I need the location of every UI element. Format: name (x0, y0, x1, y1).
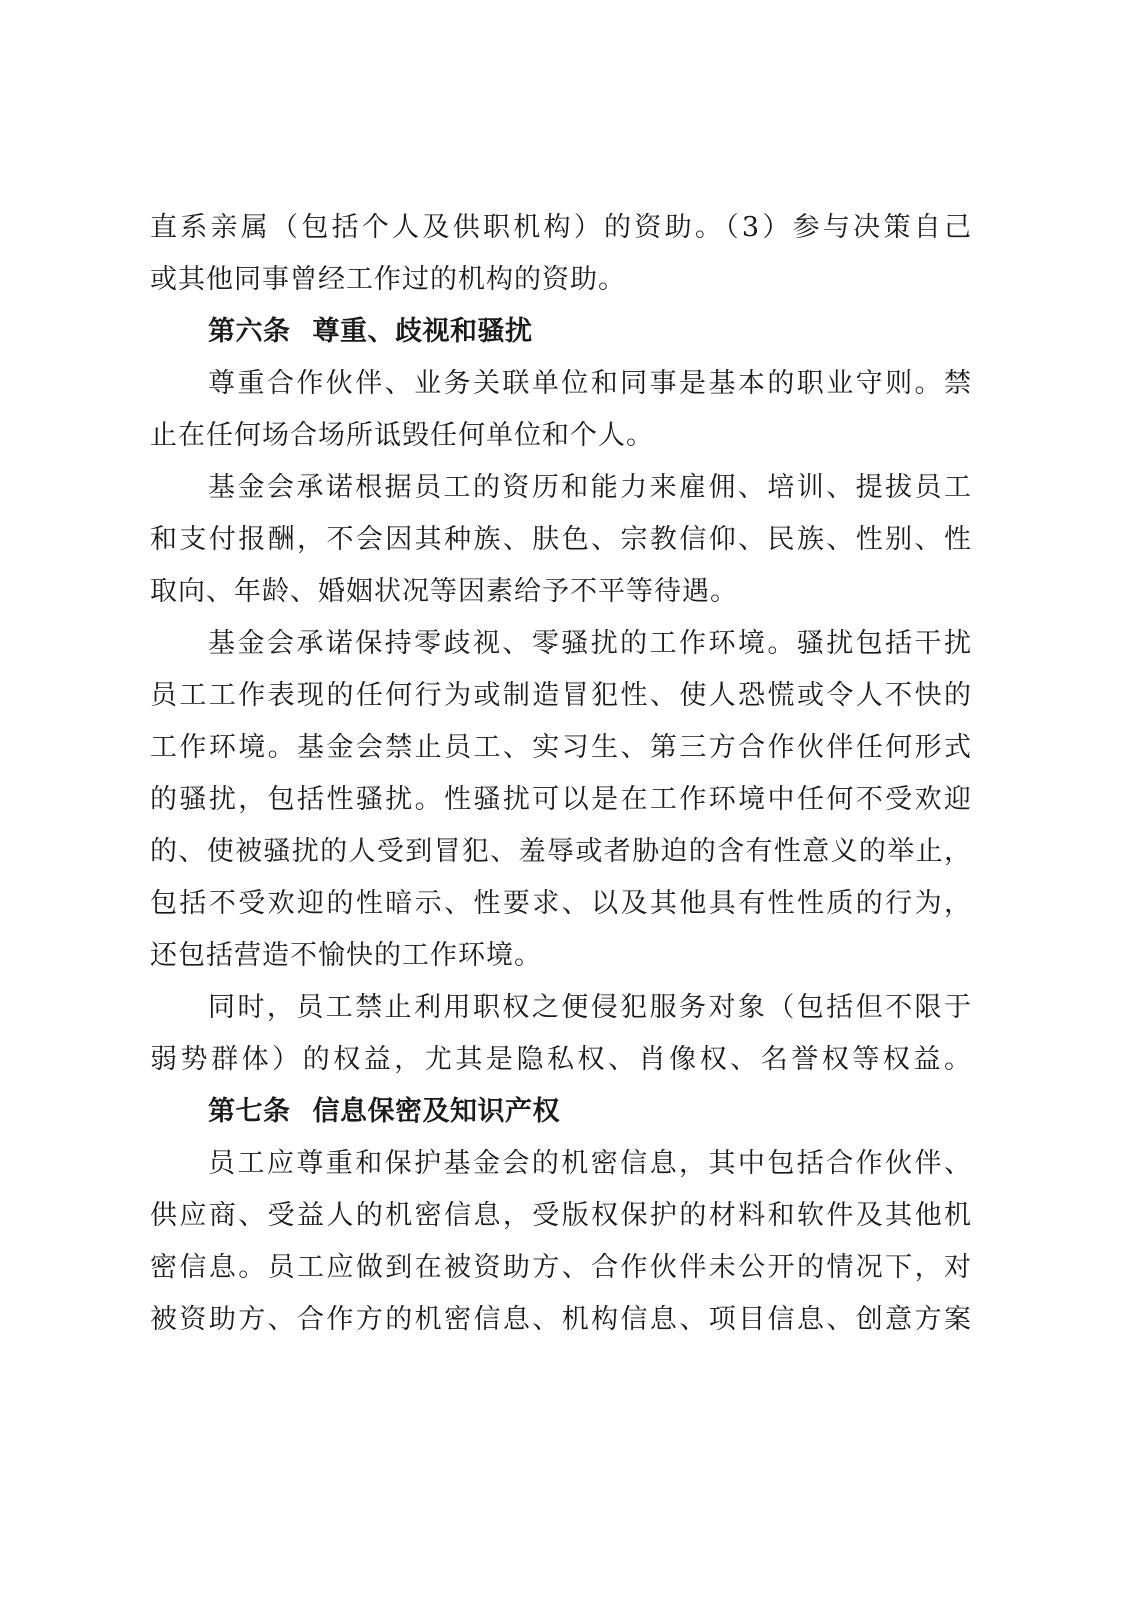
body-line: 直系亲属（包括个人及供职机构）的资助。（3）参与决策自己 (150, 212, 972, 243)
article-number: 第七条 (208, 1096, 291, 1127)
body-line: 或其他同事曾经工作过的机构的资助。 (150, 264, 626, 295)
article-heading (150, 1086, 972, 1138)
body-line: 基金会承诺保持零歧视、零骚扰的工作环境。骚扰包括干扰 (208, 628, 972, 659)
body-line: 和支付报酬，不会因其种族、肤色、宗教信仰、民族、性别、性 (150, 524, 972, 555)
document-page (150, 202, 972, 1346)
body-line: 同时，员工禁止利用职权之便侵犯服务对象（包括但不限于 (208, 992, 972, 1023)
body-line: 基金会承诺根据员工的资历和能力来雇佣、培训、提拔员工 (208, 472, 972, 503)
article-title: 尊重、歧视和骚扰 (312, 316, 533, 347)
body-line: 弱势群体）的权益，尤其是隐私权、肖像权、名誉权等权益。 (150, 1044, 972, 1075)
article-heading (150, 306, 972, 358)
body-line: 尊重合作伙伴、业务关联单位和同事是基本的职业守则。禁 (208, 368, 972, 399)
body-line: 工作环境。基金会禁止员工、实习生、第三方合作伙伴任何形式 (150, 732, 972, 763)
body-line: 的骚扰，包括性骚扰。性骚扰可以是在工作环境中任何不受欢迎 (150, 784, 972, 815)
body-line: 包括不受欢迎的性暗示、性要求、以及其他具有性性质的行为， (150, 888, 972, 919)
article-title: 信息保密及知识产权 (312, 1096, 560, 1127)
body-line: 员工工作表现的任何行为或制造冒犯性、使人恐慌或令人不快的 (150, 680, 972, 711)
body-line: 取向、年龄、婚姻状况等因素给予不平等待遇。 (150, 576, 738, 607)
body-line: 密信息。员工应做到在被资助方、合作伙伴未公开的情况下，对 (150, 1252, 972, 1283)
body-line: 还包括营造不愉快的工作环境。 (150, 940, 542, 971)
body-line: 员工应尊重和保护基金会的机密信息，其中包括合作伙伴、 (208, 1148, 972, 1179)
body-line: 被资助方、合作方的机密信息、机构信息、项目信息、创意方案 (150, 1304, 972, 1335)
article-number: 第六条 (208, 316, 291, 347)
body-line: 供应商、受益人的机密信息，受版权保护的材料和软件及其他机 (150, 1200, 972, 1231)
body-line: 止在任何场合场所诋毁任何单位和个人。 (150, 420, 654, 451)
body-line: 的、使被骚扰的人受到冒犯、羞辱或者胁迫的含有性意义的举止， (150, 836, 972, 867)
